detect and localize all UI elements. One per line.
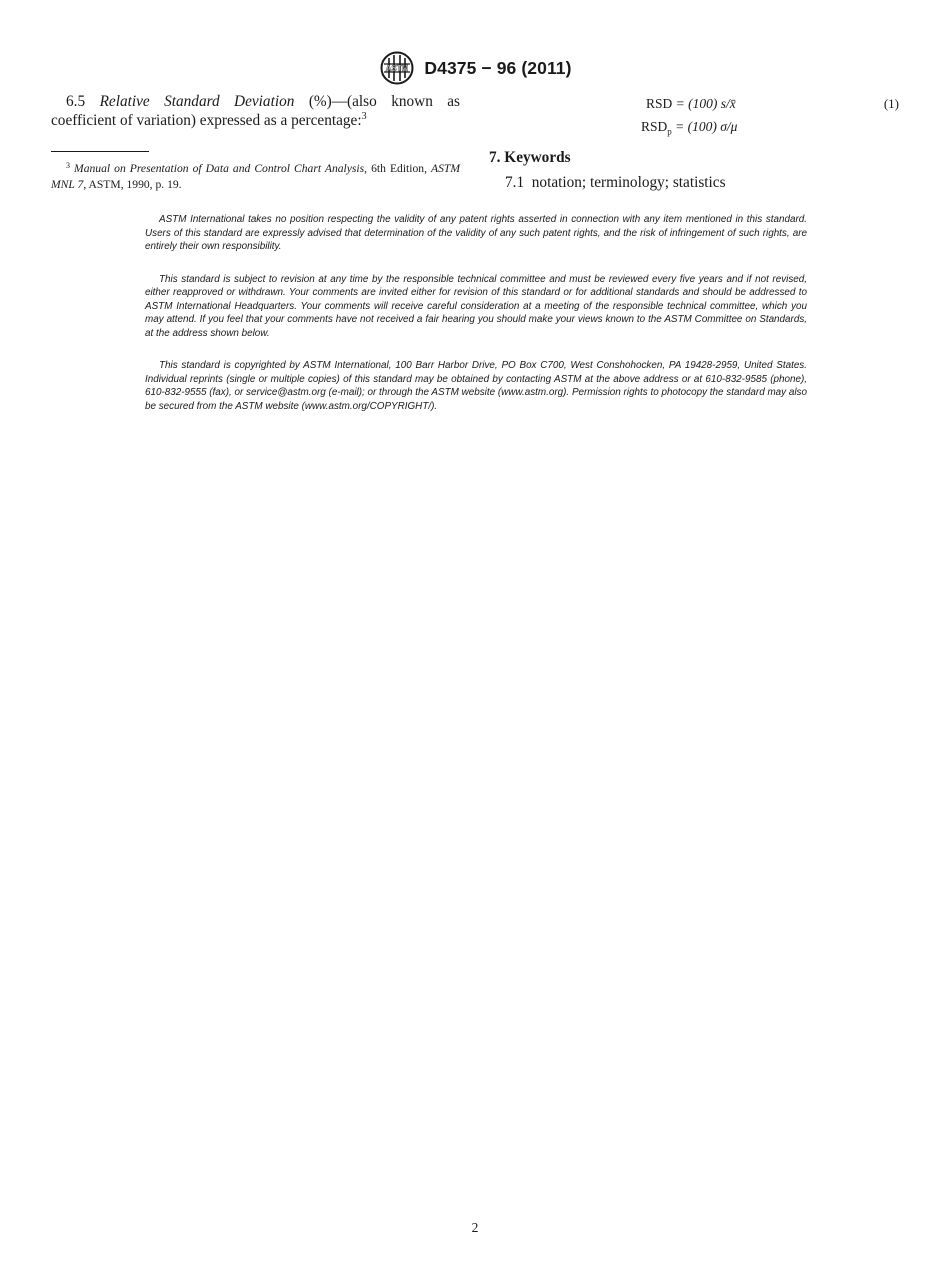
equation-2-subscript: p bbox=[667, 126, 672, 137]
footnote-reference: 3 bbox=[361, 111, 367, 122]
section-7-heading: 7. Keywords bbox=[489, 149, 571, 166]
section-number: 6.5 bbox=[66, 93, 86, 110]
section-6-5-paragraph bbox=[51, 92, 460, 130]
svg-text:ASTM: ASTM bbox=[386, 64, 409, 73]
keywords-text: notation; terminology; statistics bbox=[531, 174, 726, 191]
footnote-series: ASTM MNL 7 bbox=[51, 162, 461, 191]
footnote-text-a: , 6th Edition, bbox=[364, 162, 427, 175]
patent-notice: ASTM International takes no position respecting the validity of any patent rights asserted in connection with any item mentioned in this standard. Users of this standard are expressly advised that determination of the validity of any such patent rights, and the risk of infringement of such rights, are entirely their own responsibility. bbox=[145, 214, 807, 252]
footnote-text-b: , ASTM, 1990, p. 19. bbox=[83, 177, 182, 191]
left-column bbox=[51, 92, 460, 130]
revision-notice: This standard is subject to revision at any time by the responsible technical committee and must be reviewed every five years and if not revised, either reapproved or withdrawn. Your comments are invited either for revision of this standard or for additional standards and should be addressed to ASTM International Headquarters. Your comments will receive careful consideration at a meeting of the responsible technical committee, which you may attend. If you feel that your comments have not received a fair hearing you should make your views known to the ASTM Committee on Standards, at the address shown below. bbox=[145, 273, 807, 339]
equation-1-lhs: RSD bbox=[646, 96, 673, 111]
equation-1-formula bbox=[646, 96, 736, 112]
document-designation: D4375 − 96 (2011) bbox=[424, 57, 572, 78]
footnote-divider bbox=[51, 151, 149, 152]
copyright-notice: This standard is copyrighted by ASTM International, 100 Barr Harbor Drive, PO Box C700, West Conshohocken, PA 19428-2959, United States. Individual reprints (single or multiple copies) of this standard may be obtained by contacting ASTM at the above address or at 610-832-9585 (phone), 610-832-9555 (fax), or service@astm.org (e-mail); or through the ASTM website (www.astm.org). Permission rights to photocopy the standard may also be secured from the ASTM website (www.astm.org/COPYRIGHT/). bbox=[145, 360, 807, 412]
section-7-1-paragraph bbox=[505, 174, 726, 192]
equation-2 bbox=[489, 119, 899, 137]
equation-2-rhs: = (100) σ/μ bbox=[675, 119, 738, 134]
equation-1-number: (1) bbox=[883, 96, 899, 111]
astm-logo-icon bbox=[378, 50, 416, 86]
section-text: (%)—(also known as coefficient of variation) expressed as a percentage: bbox=[51, 93, 461, 129]
footnote bbox=[51, 161, 460, 192]
equation-2-formula bbox=[641, 119, 737, 137]
defined-term: Relative Standard Deviation bbox=[99, 93, 295, 110]
equation-1 bbox=[489, 96, 899, 114]
page-header bbox=[0, 50, 950, 86]
keywords-number: 7.1 bbox=[505, 174, 525, 191]
page-number: 2 bbox=[471, 1220, 479, 1235]
footnote-title: Manual on Presentation of Data and Control Chart Analysis bbox=[74, 162, 365, 175]
equation-2-lhs: RSD bbox=[641, 119, 668, 134]
legal-notices bbox=[145, 213, 807, 432]
footnote-marker: 3 bbox=[66, 161, 70, 170]
equation-1-rhs: = (100) s/x̄ bbox=[675, 96, 736, 111]
